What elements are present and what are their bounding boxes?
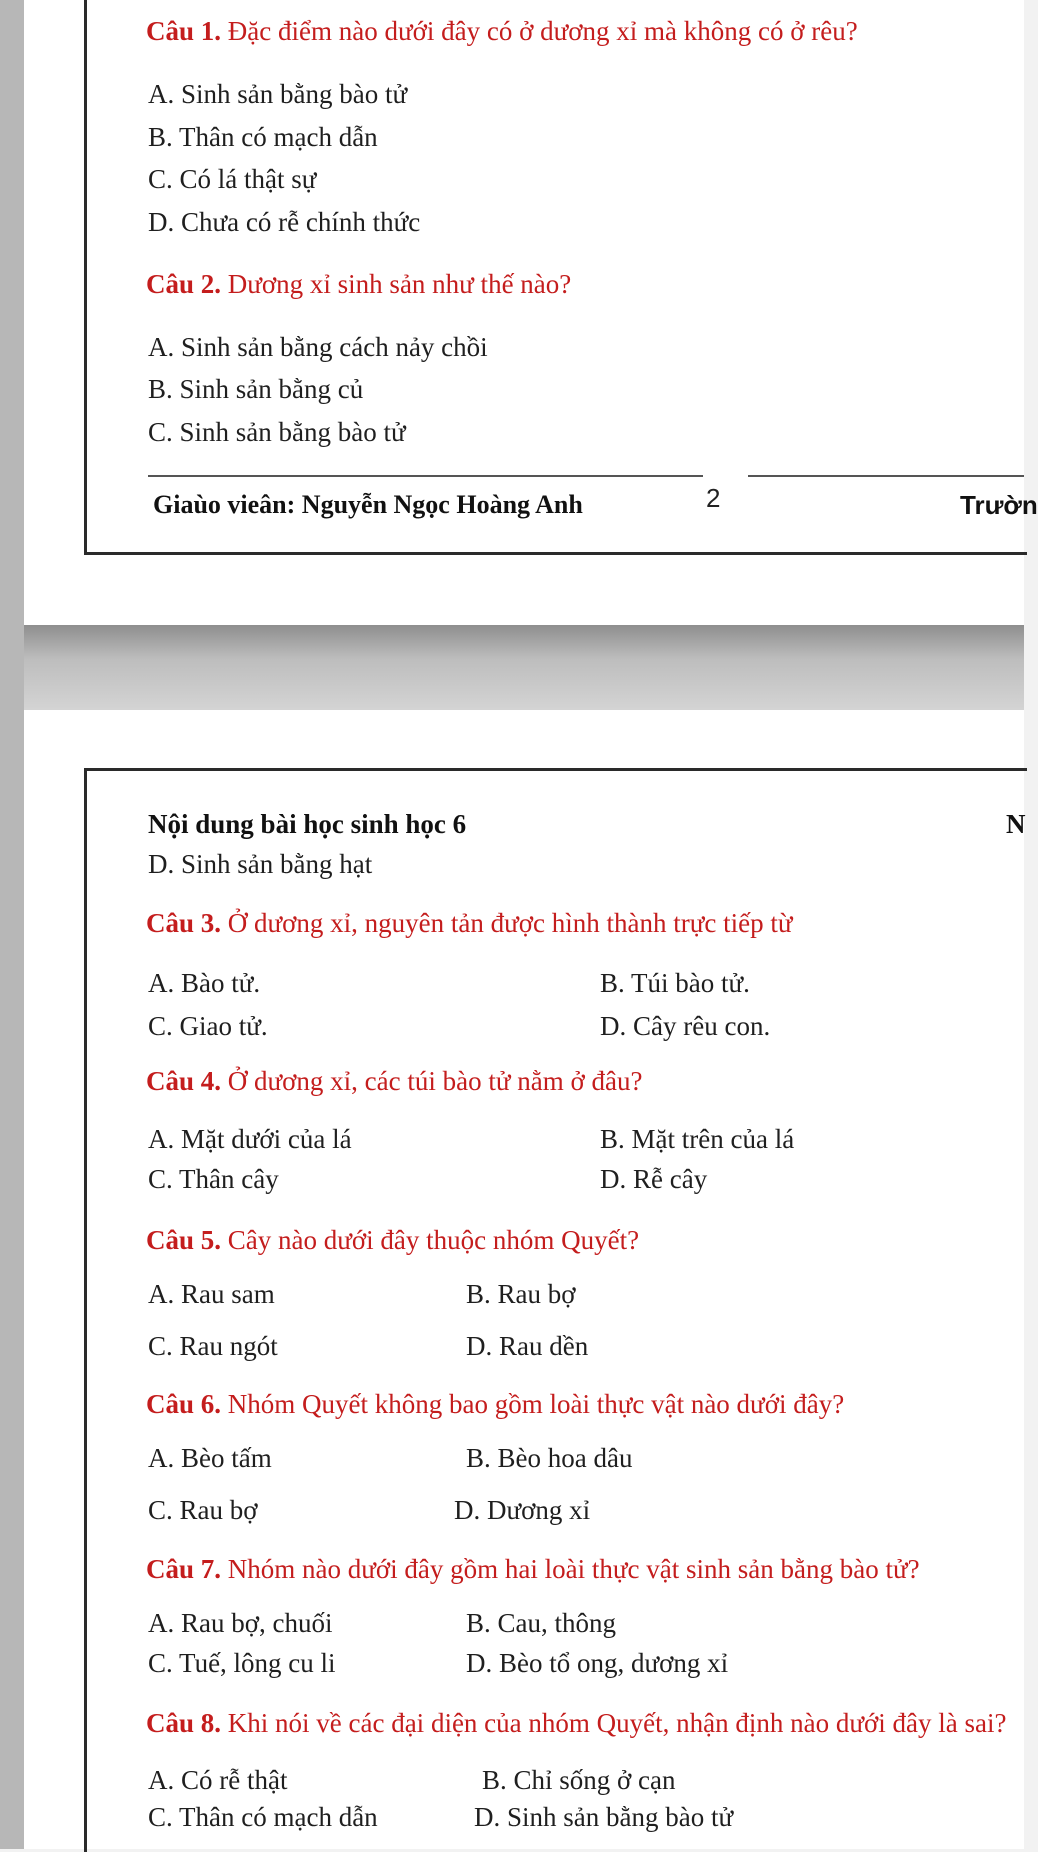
question-5-number: Câu 5. xyxy=(146,1225,222,1255)
q5-option-a: A. Rau sam xyxy=(148,1279,275,1309)
footer-page-number: 2 xyxy=(706,483,721,513)
footer-rule-right xyxy=(748,475,1024,477)
question-4 xyxy=(146,1068,642,1095)
q1-option-c: C. Có lá thật sự xyxy=(148,164,317,194)
q6-option-a: A. Bèo tấm xyxy=(148,1443,272,1473)
q8-option-d: D. Sinh sản bằng bào tử xyxy=(474,1802,734,1832)
footer-school: Trườn xyxy=(960,490,1038,520)
page-header-right-fragment: N xyxy=(1006,809,1026,839)
question-7-text: Nhóm nào dưới đây gồm hai loài thực vật sinh sản bằng bào tử? xyxy=(221,1554,920,1584)
q3-option-d: D. Cây rêu con. xyxy=(600,1011,771,1041)
q2-option-b: B. Sinh sản bằng củ xyxy=(148,374,364,404)
q7-option-b: B. Cau, thông xyxy=(466,1608,617,1638)
question-2-number: Câu 2. xyxy=(146,269,222,299)
q2-option-d: D. Sinh sản bằng hạt xyxy=(148,849,373,879)
q3-option-b: B. Túi bào tử. xyxy=(600,968,750,998)
q7-option-c: C. Tuế, lông cu li xyxy=(148,1648,336,1678)
q4-option-d: D. Rễ cây xyxy=(600,1164,708,1194)
q6-option-c: C. Rau bợ xyxy=(148,1495,258,1525)
footer-teacher: Giaùo vieân: Nguyễn Ngọc Hoàng Anh xyxy=(153,490,583,519)
question-1 xyxy=(146,18,858,45)
question-7 xyxy=(146,1556,920,1583)
question-3 xyxy=(146,910,793,937)
footer-rule-left xyxy=(148,475,703,477)
question-8-text: Khi nói về các đại diện của nhóm Quyết, nhận định nào dưới đây là sai? xyxy=(221,1708,1007,1738)
q8-option-c: C. Thân có mạch dẫn xyxy=(148,1802,378,1832)
question-3-number: Câu 3. xyxy=(146,908,222,938)
question-6 xyxy=(146,1391,844,1418)
q8-option-b: B. Chỉ sống ở cạn xyxy=(482,1765,676,1795)
question-8 xyxy=(146,1710,1006,1737)
question-5-text: Cây nào dưới đây thuộc nhóm Quyết? xyxy=(221,1225,640,1255)
question-4-number: Câu 4. xyxy=(146,1066,222,1096)
q5-option-b: B. Rau bợ xyxy=(466,1279,576,1309)
q6-option-d: D. Dương xỉ xyxy=(454,1495,591,1525)
q7-option-d: D. Bèo tổ ong, dương xỉ xyxy=(466,1648,729,1678)
question-6-number: Câu 6. xyxy=(146,1389,222,1419)
question-2 xyxy=(146,271,571,298)
viewer-side-strip xyxy=(0,0,24,1849)
question-5 xyxy=(146,1227,639,1254)
q2-option-c: C. Sinh sản bằng bào tử xyxy=(148,417,406,447)
q5-option-c: C. Rau ngót xyxy=(148,1331,278,1361)
q1-option-b: B. Thân có mạch dẫn xyxy=(148,122,378,152)
question-7-number: Câu 7. xyxy=(146,1554,222,1584)
question-4-text: Ở dương xỉ, các túi bào tử nằm ở đâu? xyxy=(221,1066,643,1096)
q5-option-d: D. Rau dền xyxy=(466,1331,589,1361)
question-1-text: Đặc điểm nào dưới đây có ở dương xỉ mà không có ở rêu? xyxy=(221,16,858,46)
q3-option-c: C. Giao tử. xyxy=(148,1011,268,1041)
q4-option-b: B. Mặt trên của lá xyxy=(600,1124,795,1154)
q3-option-a: A. Bào tử. xyxy=(148,968,261,998)
q4-option-a: A. Mặt dưới của lá xyxy=(148,1124,352,1154)
question-1-number: Câu 1. xyxy=(146,16,222,46)
q6-option-b: B. Bèo hoa dâu xyxy=(466,1443,633,1473)
question-2-text: Dương xỉ sinh sản như thế nào? xyxy=(221,269,572,299)
question-6-text: Nhóm Quyết không bao gồm loài thực vật nào dưới đây? xyxy=(221,1389,845,1419)
q1-option-d: D. Chưa có rễ chính thức xyxy=(148,207,421,237)
question-8-number: Câu 8. xyxy=(146,1708,222,1738)
q2-option-a: A. Sinh sản bằng cách nảy chồi xyxy=(148,332,488,362)
q7-option-a: A. Rau bợ, chuối xyxy=(148,1608,333,1638)
page-gap xyxy=(24,625,1024,710)
page-header-title: Nội dung bài học sinh học 6 xyxy=(148,809,467,839)
q8-option-a: A. Có rễ thật xyxy=(148,1765,288,1795)
question-3-text: Ở dương xỉ, nguyên tản được hình thành trực tiếp từ xyxy=(221,908,793,938)
q1-option-a: A. Sinh sản bằng bào tử xyxy=(148,79,408,109)
q4-option-c: C. Thân cây xyxy=(148,1164,279,1194)
